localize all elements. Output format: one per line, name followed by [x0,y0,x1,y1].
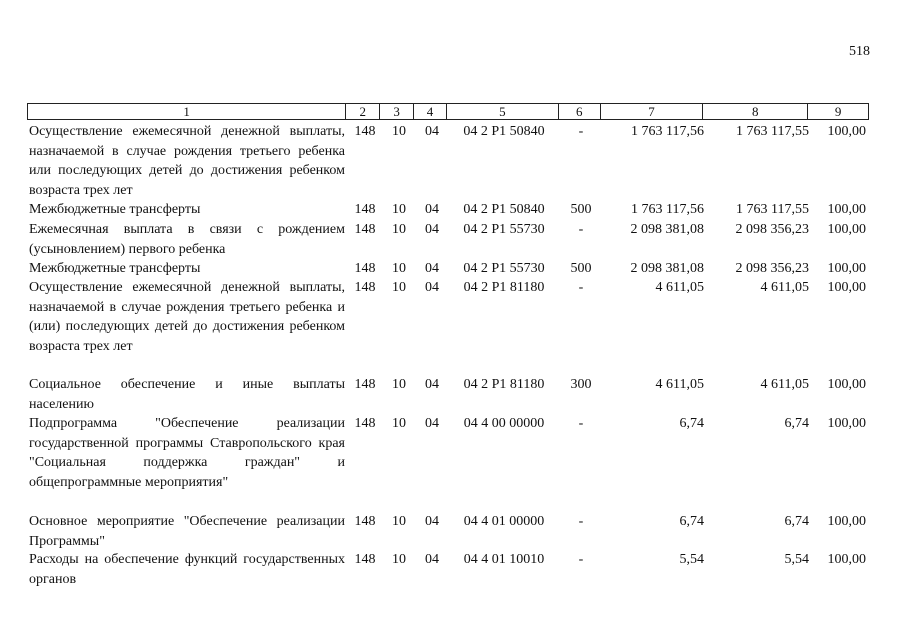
row-col-3: 10 [392,124,406,139]
row-col-3: 10 [392,377,406,392]
row-col-3: 10 [392,222,406,237]
row-col-8: 1 763 117,55 [736,124,809,139]
row-col-3: 10 [392,514,406,529]
row-col-8: 1 763 117,55 [736,202,809,217]
row-col-8: 6,74 [784,514,809,529]
row-name: Межбюджетные трансферты [29,202,201,217]
row-col-2: 148 [354,124,376,139]
row-col-8: 2 098 356,23 [735,261,809,276]
header-col-9: 9 [807,104,868,119]
row-col-6: 300 [570,377,592,392]
row-name: Осуществление ежемесячной денежной выплаты, назначаемой в случае рождения третьего ребенка или последующих детей до достижения ребенком возраста трех лет [29,124,345,198]
row-col-5: 04 4 00 00000 [463,416,545,431]
header-col-3: 3 [379,104,413,119]
row-col-2: 148 [354,222,376,237]
row-col-2: 148 [354,261,376,276]
row-name: Основное мероприятие "Обеспечение реализации Программы" [29,514,345,549]
row-col-6: - [578,416,584,431]
row-col-2: 148 [354,202,376,217]
header-col-2: 2 [345,104,379,119]
row-col-2: 148 [354,552,376,567]
row-col-6: - [578,222,584,237]
row-col-9: 100,00 [827,514,866,529]
row-col-6: - [578,280,584,295]
row-col-2: 148 [354,280,376,295]
row-col-3: 10 [392,202,406,217]
row-col-4: 04 [425,514,439,529]
row-name: Подпрограмма "Обеспечение реализации государственной программы Ставропольского края "Социальная поддержка граждан" и общепрограммные мероприятия" [29,416,345,490]
row-col-7: 2 098 381,08 [630,222,704,237]
row-col-9: 100,00 [827,222,866,237]
row-col-4: 04 [425,202,439,217]
row-col-2: 148 [354,377,376,392]
row-col-6: 500 [570,261,592,276]
row-col-7: 2 098 381,08 [630,261,704,276]
row-col-4: 04 [425,552,439,567]
row-name: Ежемесячная выплата в связи с рождением (усыновлением) первого ребенка [29,222,345,257]
row-col-6: - [578,552,584,567]
row-col-9: 100,00 [827,261,866,276]
row-col-2: 148 [354,514,376,529]
row-col-2: 148 [354,416,376,431]
row-col-8: 5,54 [784,552,809,567]
header-col-1: 1 [183,104,190,119]
row-col-5: 04 2 P1 81180 [463,280,545,295]
header-col-5: 5 [446,104,558,119]
row-col-4: 04 [425,377,439,392]
row-col-3: 10 [392,416,406,431]
row-col-9: 100,00 [827,377,866,392]
row-col-5: 04 2 P1 55730 [463,261,545,276]
row-col-8: 4 611,05 [760,377,809,392]
row-name: Межбюджетные трансферты [29,261,201,276]
row-name: Осуществление ежемесячной денежной выплаты, назначаемой в случае рождения третьего ребенка и (или) последующих детей до достижения ребенком возраста трех лет [29,280,345,354]
row-col-9: 100,00 [827,124,866,139]
row-col-3: 10 [392,552,406,567]
row-name: Социальное обеспечение и иные выплаты населению [29,377,345,412]
row-col-8: 6,74 [784,416,809,431]
row-col-3: 10 [392,261,406,276]
table-header-row [27,103,869,120]
row-col-4: 04 [425,124,439,139]
row-col-6: - [578,124,584,139]
row-col-7: 4 611,05 [655,377,704,392]
page-number: 518 [849,44,870,59]
row-col-4: 04 [425,280,439,295]
row-col-3: 10 [392,280,406,295]
row-col-9: 100,00 [827,552,866,567]
header-col-8: 8 [702,104,807,119]
row-col-4: 04 [425,261,439,276]
row-col-9: 100,00 [827,416,866,431]
row-col-7: 6,74 [679,514,704,529]
row-col-4: 04 [425,416,439,431]
row-col-5: 04 2 P1 50840 [463,124,545,139]
row-col-7: 4 611,05 [655,280,704,295]
row-col-9: 100,00 [827,280,866,295]
row-col-7: 6,74 [679,416,704,431]
row-col-4: 04 [425,222,439,237]
row-col-9: 100,00 [827,202,866,217]
row-col-7: 1 763 117,56 [631,124,704,139]
row-col-5: 04 4 01 00000 [463,514,545,529]
row-col-6: - [578,514,584,529]
row-col-7: 1 763 117,56 [631,202,704,217]
row-col-8: 2 098 356,23 [735,222,809,237]
row-col-5: 04 2 P1 55730 [463,222,545,237]
row-col-8: 4 611,05 [760,280,809,295]
header-col-7: 7 [600,104,703,119]
header-col-6: 6 [558,104,600,119]
row-col-6: 500 [570,202,592,217]
row-col-7: 5,54 [679,552,704,567]
row-col-5: 04 2 P1 81180 [463,377,545,392]
row-col-5: 04 4 01 10010 [463,552,545,567]
row-name: Расходы на обеспечение функций государственных органов [29,552,345,587]
header-col-4: 4 [413,104,446,119]
row-col-5: 04 2 P1 50840 [463,202,545,217]
